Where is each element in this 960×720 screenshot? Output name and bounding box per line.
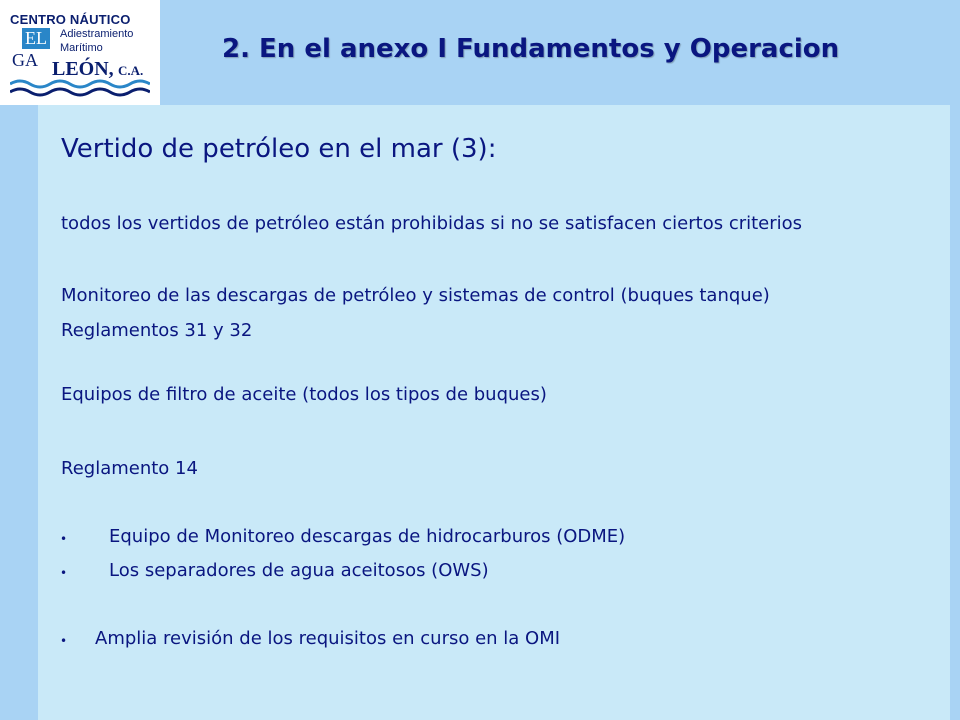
logo-company-name: CENTRO NÁUTICO [10,12,131,27]
paragraph-regulations-31-32: Reglamentos 31 y 32 [61,320,253,341]
logo-el: EL [22,28,50,49]
company-logo [0,0,160,105]
logo-ca: C.A. [118,63,144,78]
bullet-icon: • [60,634,68,648]
paragraph-filter-equipment: Equipos de filtro de aceite (todos los tipos de buques) [61,384,547,405]
paragraph-prohibition: todos los vertidos de petróleo están prohibidas si no se satisfacen ciertos criterios [61,213,803,234]
logo-ga: GA [12,50,38,70]
right-decorative-strip [950,105,960,720]
logo-waves-icon [10,78,150,98]
logo-tagline-2: Marítimo [60,42,103,54]
logo-leon: LEÓN, [52,58,114,80]
left-decorative-strip [0,105,38,720]
paragraph-regulation-14: Reglamento 14 [61,458,198,479]
logo-tagline-1: Adiestramiento [60,28,134,40]
bullet-item-omi-review: Amplia revisión de los requisitos en curso en la OMI [95,628,561,649]
section-heading: Vertido de petróleo en el mar (3): [61,134,497,164]
bullet-icon: • [60,532,68,546]
bullet-item-ows: Los separadores de agua aceitosos (OWS) [109,560,489,581]
paragraph-monitoring: Monitoreo de las descargas de petróleo y sistemas de control (buques tanque) [61,285,770,306]
slide-title: 2. En el anexo I Fundamentos y Operacion [222,34,840,64]
bullet-item-odme: Equipo de Monitoreo descargas de hidrocarburos (ODME) [109,526,626,547]
bullet-icon: • [60,566,68,580]
